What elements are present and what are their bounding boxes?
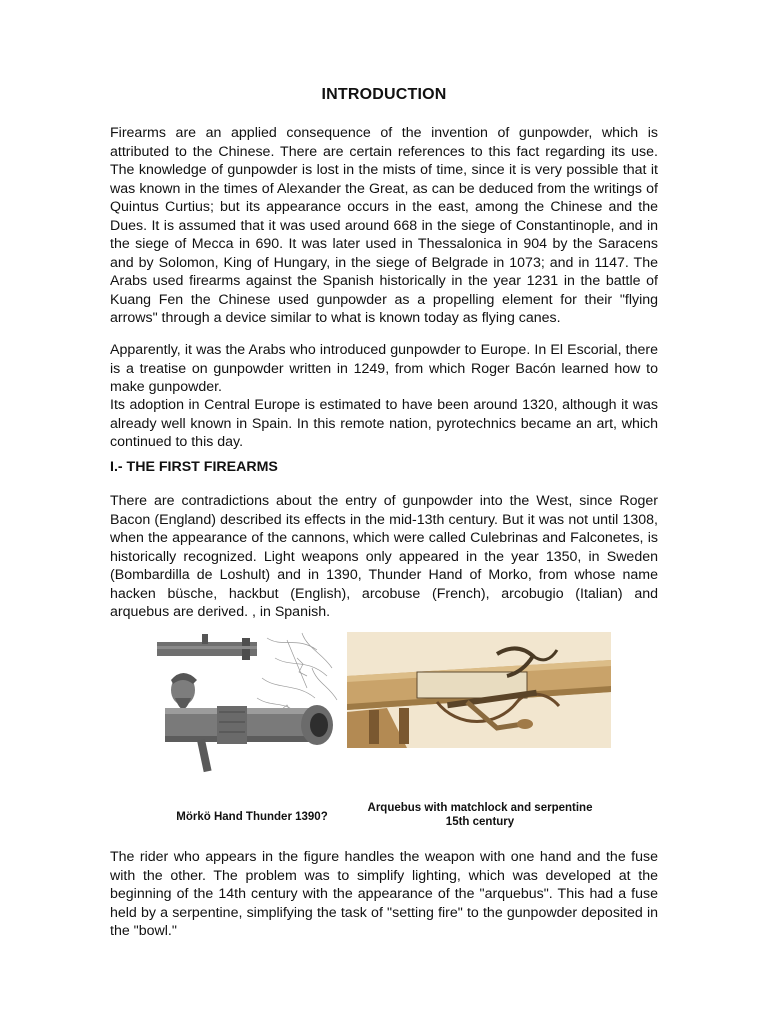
figure-arquebus-matchlock xyxy=(347,632,611,748)
caption-morko: Mörkö Hand Thunder 1390? xyxy=(176,811,328,823)
paragraph-first-firearms: There are contradictions about the entry of gunpowder into the West, since Roger Bacon (England) described its effects in the mid-13th century. But it was not until 1308, when the appearance of the cannons, which were called Culebrinas and Falconetes, is historically recognized. Light weapons only appeared in the year 1350, in Sweden (Bombardilla de Loshult) and in 1390, Thunder Hand of Morko, from whose name hacken büsche, hackbut (English), arcobuse (French), arcobugio (Italian) and arquebus are derived. , in Spanish. xyxy=(110,493,658,620)
page-title: INTRODUCTION xyxy=(321,86,447,103)
paragraph-rider: The rider who appears in the figure handles the weapon with one hand and the fuse with the other. The problem was to simplify lighting, which was developed at the beginning of the 14th century with the appearance of the "arquebus". This had a fuse held by a serpentine, simplifying the task of "setting fire" to the gunpowder deposited in the "bowl." xyxy=(110,849,658,939)
caption-arquebus-line-2: 15th century xyxy=(445,816,515,828)
paragraph-intro: Firearms are an applied consequence of the invention of gunpowder, which is attributed to the Chinese. There are certain references to this fact regarding its use. The knowledge of gunpowder is lost in the mists of time, since it is very possible that it was known in the times of Alexander the Great, as can be deduced from the writings of Quintus Curtius; but its appearance occurs in the east, among the Chinese and the Dues. It is assumed that it was used around 668 in the siege of Constantinople, and in the siege of Mecca in 690. It was later used in Thessalonica in 904 by the Saracens and by Solomon, King of Hungary, in the siege of Belgrade in 1073; and in 1147. The Arabs used firearms against the Spanish historically in the year 1231 in the battle of Kuang Fen the Chinese used gunpowder as a propelling element for their "flying arrows" through a device similar to what is known today as flying canes. xyxy=(110,125,658,326)
section-heading: I.- THE FIRST FIREARMS xyxy=(110,459,278,475)
caption-arquebus xyxy=(345,801,615,829)
paragraph-central-europe: Its adoption in Central Europe is estimated to have been around 1320, although it was already well known in Spain. In this remote nation, pyrotechnics became an art, which continued to this day. xyxy=(110,397,658,450)
figure-morko-hand-thunder xyxy=(157,628,345,782)
caption-arquebus-line-1: Arquebus with matchlock and serpentine xyxy=(367,802,593,814)
paragraph-arabs: Apparently, it was the Arabs who introduced gunpowder to Europe. In El Escorial, there is a treatise on gunpowder written in 1249, from which Roger Bacón learned how to make gunpowder. xyxy=(110,342,658,395)
